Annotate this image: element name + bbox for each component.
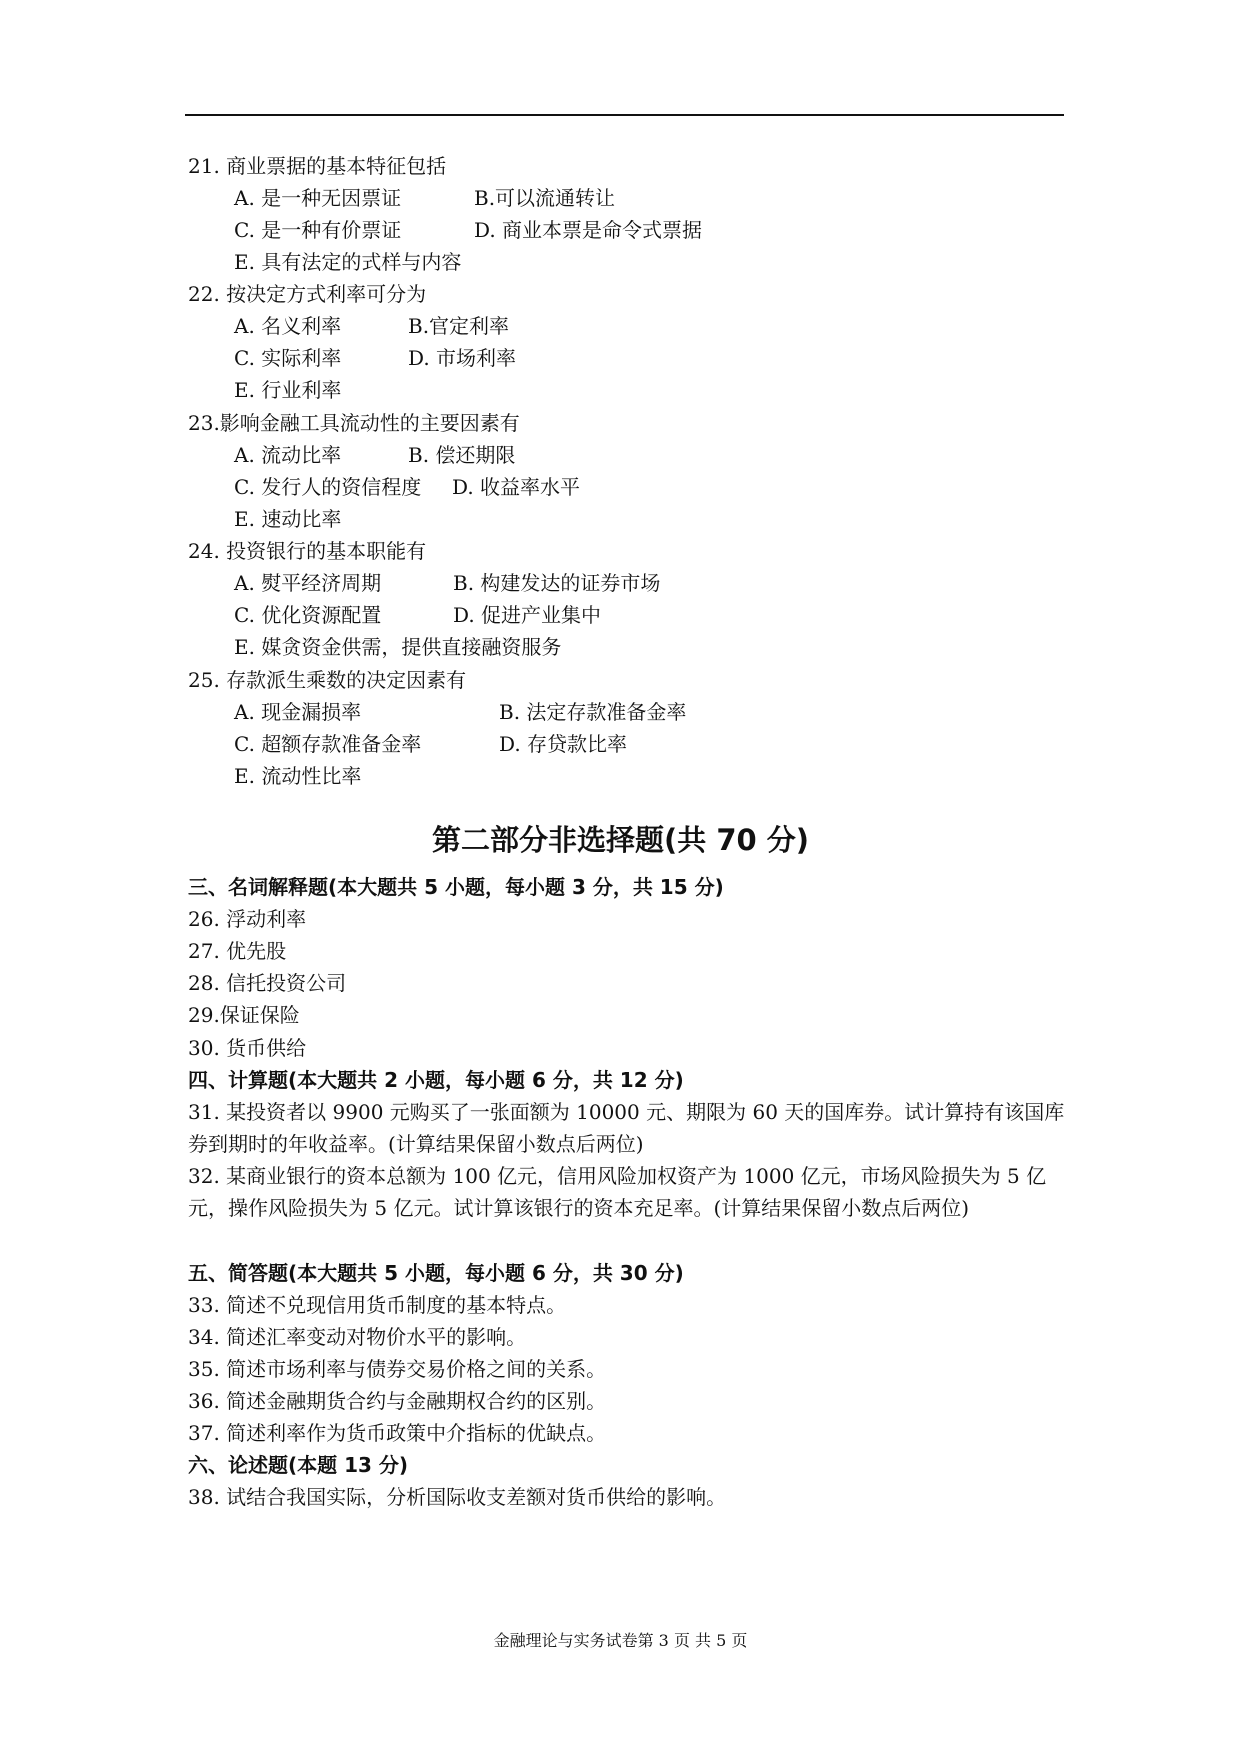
option: C. 实际利率 [234,346,342,370]
calc-question: 31. 某投资者以 9900 元购买了一张面额为 10000 元、期限为 60 天的国库券。试计算持有该国库券到期时的年收益率。(计算结果保留小数点后两位) [188,1100,1065,1156]
list-item: 34. 简述汇率变动对物价水平的影响。 [188,1325,527,1349]
option: D. 市场利率 [408,346,517,370]
option: E. 行业利率 [234,378,342,402]
option: B.官定利率 [408,314,510,338]
question-stem: 24. 投资银行的基本职能有 [188,539,427,563]
list-item: 30. 货币供给 [188,1036,307,1060]
question-stem: 23.影响金融工具流动性的主要因素有 [188,411,520,435]
question-stem: 25. 存款派生乘数的决定因素有 [188,668,467,692]
calc-question: 32. 某商业银行的资本总额为 100 亿元，信用风险加权资产为 1000 亿元，市场风险损失为 5 亿元，操作风险损失为 5 亿元。试计算该银行的资本充足率。(计算结果保留小数点后两位) [188,1164,1047,1220]
part-title: 第二部分非选择题(共 70 分) [431,823,810,857]
option: D. 收益率水平 [452,475,581,499]
question-stem: 21. 商业票据的基本特征包括 [188,154,447,178]
option: C. 超额存款准备金率 [234,732,422,756]
list-item: 26. 浮动利率 [188,907,307,931]
list-item: 38. 试结合我国实际，分析国际收支差额对货币供给的影响。 [188,1485,727,1509]
page-footer: 金融理论与实务试卷第 3 页 共 5 页 [493,1631,748,1650]
option: E. 流动性比率 [234,764,362,788]
option: A. 流动比率 [234,443,342,467]
list-item: 37. 简述利率作为货币政策中介指标的优缺点。 [188,1421,607,1445]
section-title: 六、论述题(本题 13 分) [188,1453,409,1477]
option: B. 法定存款准备金率 [499,700,687,724]
option: E. 媒贪资金供需，提供直接融资服务 [234,635,562,659]
list-item: 29.保证保险 [188,1003,300,1027]
list-item: 28. 信托投资公司 [188,971,347,995]
option: C. 发行人的资信程度 [234,475,422,499]
list-item: 33. 简述不兑现信用货币制度的基本特点。 [188,1293,567,1317]
option: D. 促进产业集中 [453,603,602,627]
option: B.可以流通转让 [474,186,616,210]
option: B. 构建发达的证券市场 [453,571,661,595]
option: C. 是一种有价票证 [234,218,402,242]
option: D. 商业本票是命令式票据 [474,218,703,242]
option: D. 存贷款比率 [499,732,628,756]
option: E. 速动比率 [234,507,342,531]
question-stem: 22. 按决定方式利率可分为 [188,282,427,306]
list-item: 36. 简述金融期货合约与金融期权合约的区别。 [188,1389,607,1413]
option: A. 现金漏损率 [234,700,362,724]
section-title: 四、计算题(本大题共 2 小题，每小题 6 分，共 12 分) [188,1068,684,1092]
option: C. 优化资源配置 [234,603,382,627]
option: B. 偿还期限 [408,443,516,467]
option: A. 是一种无因票证 [234,186,402,210]
list-item: 35. 简述市场利率与债券交易价格之间的关系。 [188,1357,607,1381]
header-rule [185,114,1064,116]
option: E. 具有法定的式样与内容 [234,250,462,274]
section-title: 五、简答题(本大题共 5 小题，每小题 6 分，共 30 分) [188,1261,684,1285]
option: A. 熨平经济周期 [234,571,382,595]
option: A. 名义利率 [234,314,342,338]
list-item: 27. 优先股 [188,939,287,963]
section-title: 三、名词解释题(本大题共 5 小题，每小题 3 分，共 15 分) [188,875,724,899]
